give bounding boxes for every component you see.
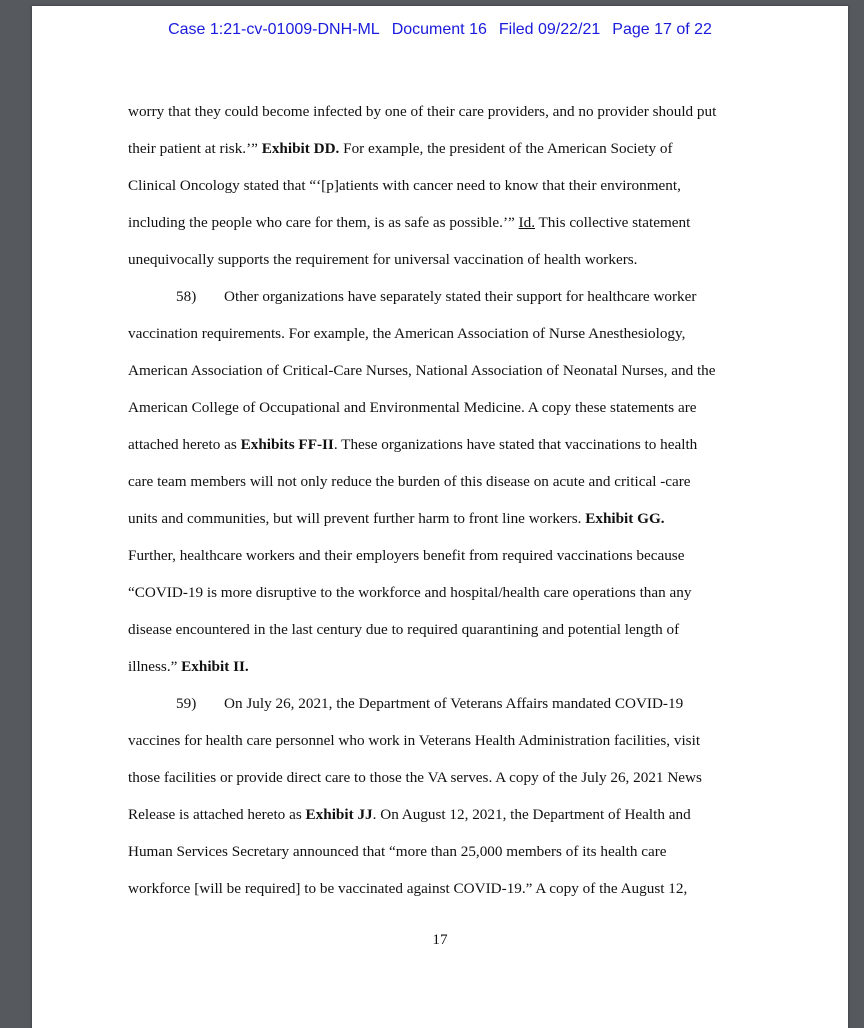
court-filing-header	[32, 21, 848, 39]
text-line: American College of Occupational and Environmental Medicine. A copy these statements are	[128, 399, 697, 416]
exhibit-reference: Exhibit DD.	[261, 140, 340, 157]
document-body	[128, 102, 768, 916]
exhibit-reference: Exhibits FF-II	[240, 436, 334, 453]
text-line: Release is attached hereto as Exhibit JJ. On August 12, 2021, the Department of Health and	[128, 806, 691, 823]
exhibit-reference: Exhibit JJ	[305, 806, 373, 823]
paragraph-58-start: 58) Other organizations have separately stated their support for healthcare worker	[176, 288, 697, 305]
text-line: American Association of Critical-Care Nurses, National Association of Neonatal Nurses, and the	[128, 362, 716, 379]
page-number: 17	[432, 931, 448, 948]
text-line: units and communities, but will prevent further harm to front line workers. Exhibit GG.	[128, 510, 665, 527]
page-of-pages: Page 17 of 22	[612, 21, 712, 38]
text-line: those facilities or provide direct care to those the VA serves. A copy of the July 26, 2021 News	[128, 769, 702, 786]
document-page	[32, 6, 848, 1028]
paragraph-number: 58)	[176, 288, 197, 305]
text-line: workforce [will be required] to be vaccinated against COVID-19.” A copy of the August 12,	[128, 880, 688, 897]
paragraph-59-start: 59) On July 26, 2021, the Department of Veterans Affairs mandated COVID-19	[176, 695, 684, 712]
case-number: Case 1:21-cv-01009-DNH-ML	[168, 21, 380, 38]
text-line: Clinical Oncology stated that “‘[p]atients with cancer need to know that their environment,	[128, 177, 681, 194]
text-line: Further, healthcare workers and their employers benefit from required vaccinations because	[128, 547, 685, 564]
text-line: illness.” Exhibit II.	[128, 658, 249, 675]
text-line: vaccines for health care personnel who work in Veterans Health Administration facilities, visit	[128, 732, 701, 749]
text-line: Human Services Secretary announced that “more than 25,000 members of its health care	[128, 843, 667, 860]
document-number: Document 16	[391, 21, 487, 38]
text-line: worry that they could become infected by one of their care providers, and no provider should put	[128, 103, 717, 120]
text-line: vaccination requirements. For example, the American Association of Nurse Anesthesiology,	[128, 325, 686, 342]
exhibit-reference: Exhibit GG.	[585, 510, 665, 527]
text-line: disease encountered in the last century due to required quarantining and potential length of	[128, 621, 680, 638]
text-line: including the people who care for them, is as safe as possible.’” Id. This collective statement	[128, 214, 691, 231]
paragraph-number: 59)	[176, 695, 197, 712]
exhibit-reference: Exhibit II.	[181, 658, 249, 675]
text-line: unequivocally supports the requirement for universal vaccination of health workers.	[128, 251, 638, 268]
text-line: “COVID-19 is more disruptive to the workforce and hospital/health care operations than any	[128, 584, 692, 601]
text-line: attached hereto as Exhibits FF-II. These organizations have stated that vaccinations to health	[128, 436, 698, 453]
text-line: care team members will not only reduce the burden of this disease on acute and critical -care	[128, 473, 691, 490]
text-line: their patient at risk.’” Exhibit DD. For example, the president of the American Society of	[128, 140, 673, 157]
citation-id: Id.	[518, 214, 535, 231]
filed-date: Filed 09/22/21	[498, 21, 601, 38]
